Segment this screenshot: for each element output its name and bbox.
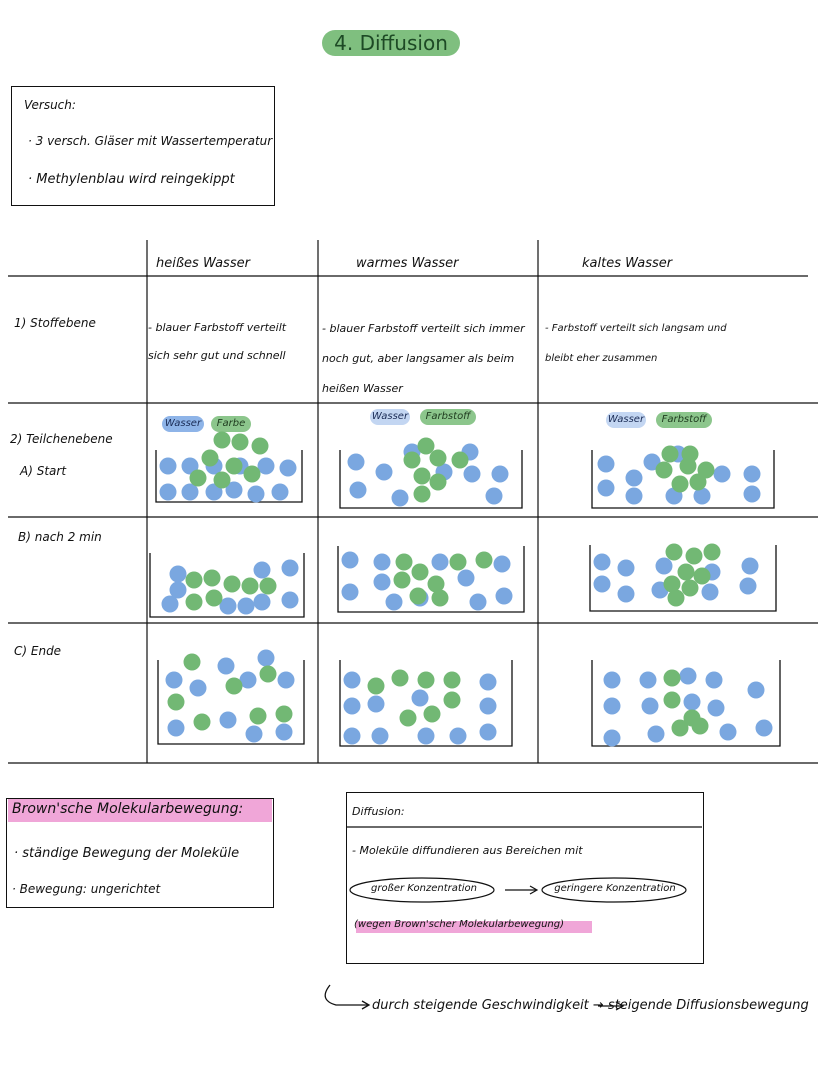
brown-item-1: · ständige Bewegung der Moleküle bbox=[14, 846, 240, 861]
legend-dye-cold: Farbstoff bbox=[656, 412, 712, 428]
legend-dye-hot: Farbe bbox=[211, 416, 251, 432]
diffusion-to: geringere Konzentration bbox=[554, 883, 676, 894]
diffusion-note: (wegen Brown'scher Molekularbewegung) bbox=[354, 919, 565, 930]
legend-water-cold: Wasser bbox=[606, 412, 646, 428]
stoff-text-hot: - blauer Farbstoff verteilt sich sehr gut und schnell bbox=[148, 321, 287, 362]
versuch-item-2: · Methylenblau wird reingekippt bbox=[28, 172, 235, 187]
legend-water-hot: Wasser bbox=[162, 416, 204, 432]
row-label-ende: C) Ende bbox=[14, 644, 62, 658]
row-label-teilchen: 2) Teilchenebene bbox=[10, 432, 113, 446]
brown-item-2: · Bewegung: ungerichtet bbox=[12, 882, 161, 896]
diffusion-line1: - Moleküle diffundieren aus Bereichen mit bbox=[352, 844, 583, 857]
row-label-stoffebene: 1) Stoffebene bbox=[14, 316, 96, 330]
diffusion-from: großer Konzentration bbox=[370, 883, 478, 894]
legend-dye-warm: Farbstoff bbox=[420, 409, 476, 425]
stoff-text-warm: - blauer Farbstoff verteilt sich immer noch gut, aber langsamer als beim heißen Wasser bbox=[322, 322, 525, 395]
versuch-item-1: · 3 versch. Gläser mit Wassertemperatur bbox=[28, 134, 273, 148]
row-label-start: A) Start bbox=[20, 464, 67, 478]
col-header-warm: warmes Wasser bbox=[356, 256, 459, 271]
legend-water-warm: Wasser bbox=[370, 409, 410, 425]
brown-heading: Brown'sche Molekularbewegung: bbox=[12, 801, 244, 817]
col-header-cold: kaltes Wasser bbox=[582, 256, 673, 271]
stoff-text-cold: - Farbstoff verteilt sich langsam und bleibt eher zusammen bbox=[545, 323, 727, 364]
footer-text: durch steigende Geschwindigkeit → steigende Diffusionsbewegung bbox=[372, 998, 809, 1013]
page-title: 4. Diffusion bbox=[334, 31, 448, 55]
diffusion-heading: Diffusion: bbox=[352, 805, 405, 818]
versuch-heading: Versuch: bbox=[24, 98, 76, 112]
row-label-nach: B) nach 2 min bbox=[18, 530, 102, 544]
col-header-hot: heißes Wasser bbox=[156, 256, 250, 271]
